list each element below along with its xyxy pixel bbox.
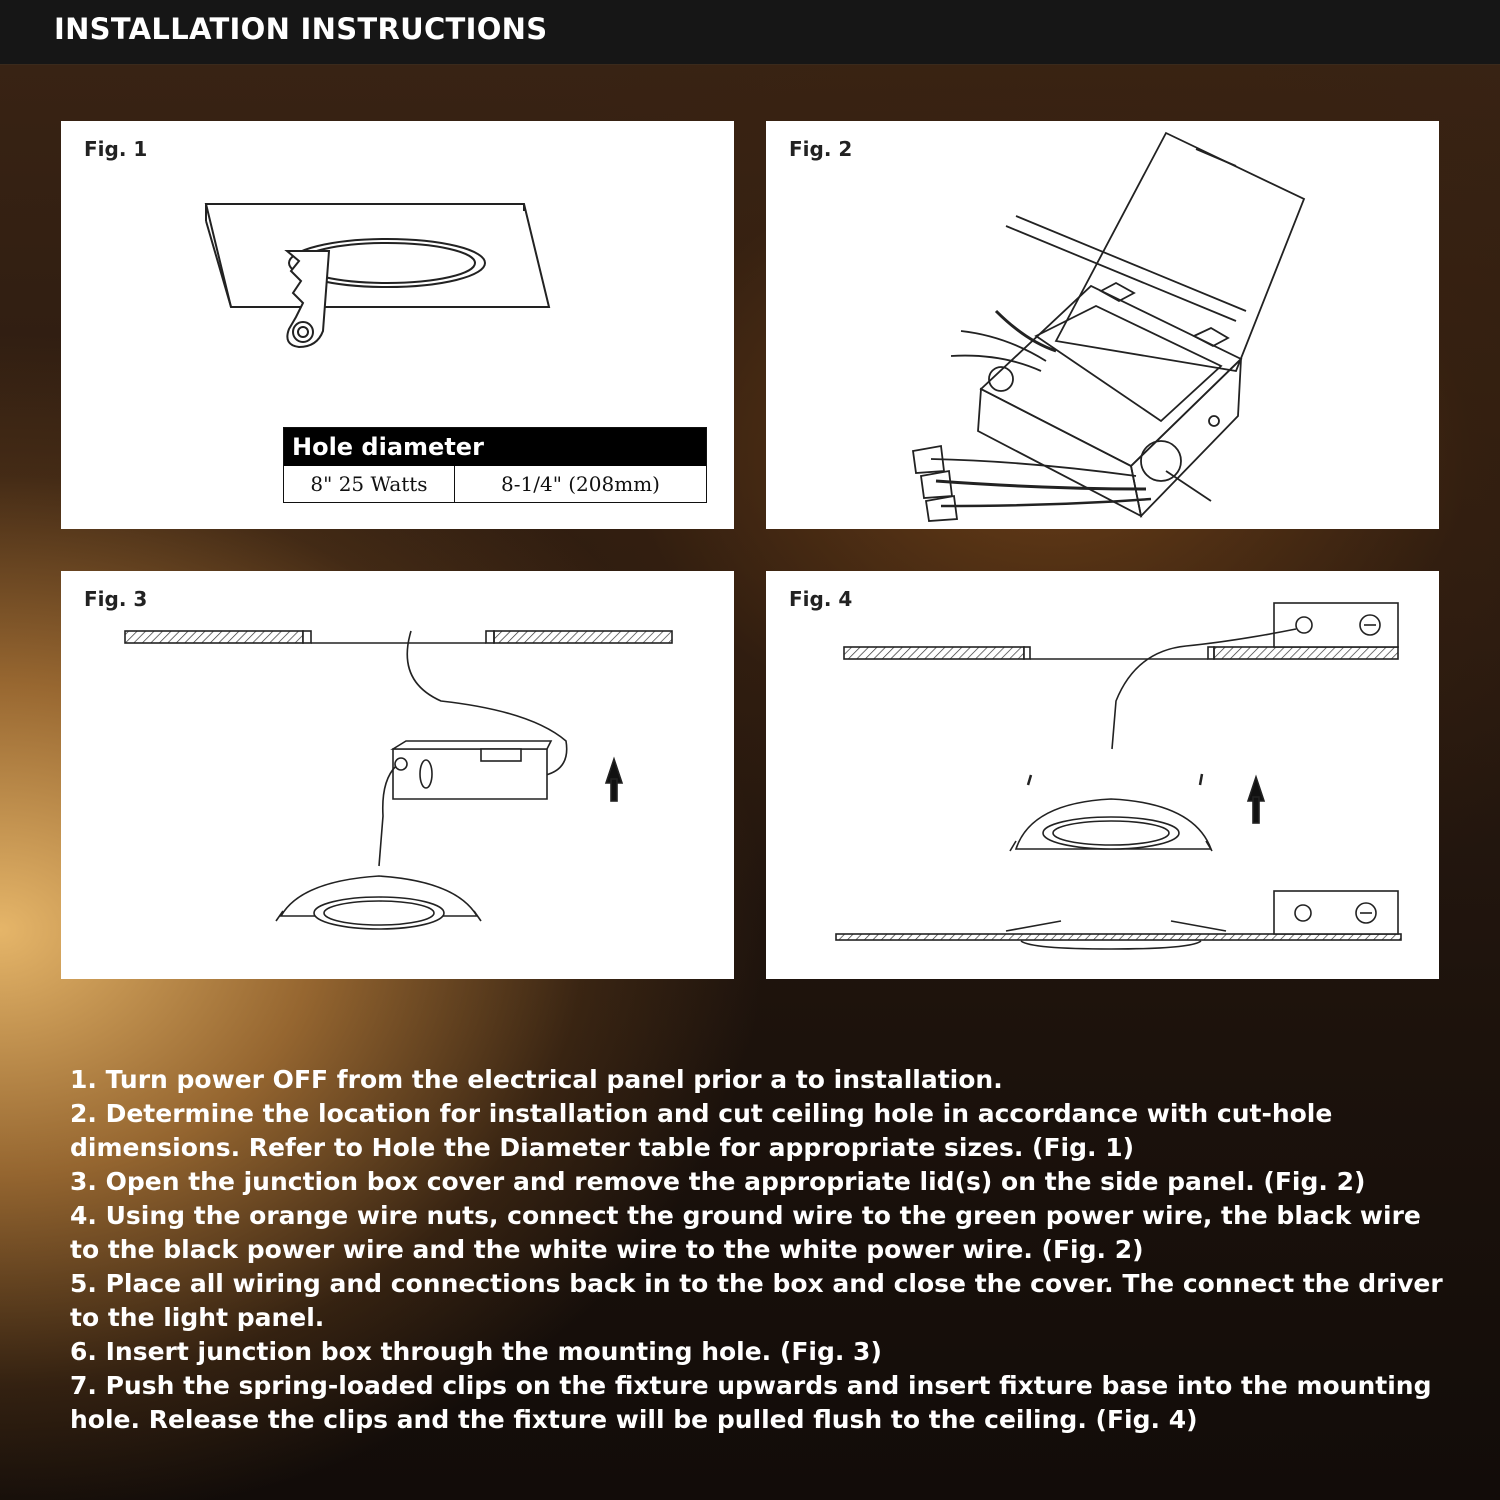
junction-box-insert-illustration [61,571,734,979]
hole-diameter-table [283,427,707,503]
figure-3-label: Fig. 3 [84,587,148,611]
figure-3-panel [61,571,734,979]
instruction-step: 4. Using the orange wire nuts, connect the ground wire to the green power wire, the black wire to the black power wire and the white wire to the white power wire. (Fig. 2) [70,1201,1421,1264]
junction-box-wiring-illustration [766,121,1439,529]
instruction-step: 2. Determine the location for installation and cut ceiling hole in accordance with cut-hole dimensions. Refer to Hole the Diameter table for appropriate sizes. (Fig. 1) [70,1099,1333,1162]
figure-4-panel [766,571,1439,979]
fixture-size-cell: 8" 25 Watts [284,466,455,502]
instruction-step: 5. Place all wiring and connections back in to the box and close the cover. The connect the driver to the light panel. [70,1269,1443,1332]
hole-diameter-cell: 8-1/4" (208mm) [501,472,660,496]
table-row [284,466,706,502]
figure-2-label: Fig. 2 [789,137,853,161]
instruction-step: 3. Open the junction box cover and remove the appropriate lid(s) on the side panel. (Fig. 2) [70,1167,1366,1196]
figure-1-label: Fig. 1 [84,137,148,161]
instruction-step: 6. Insert junction box through the mounting hole. (Fig. 3) [70,1337,882,1366]
instruction-step: 7. Push the spring-loaded clips on the fixture upwards and insert fixture base into the mounting hole. Release the clips and the fixture will be pulled flush to the ceiling. (Fig. 4) [70,1371,1432,1434]
figure-4-label: Fig. 4 [789,587,853,611]
page-title: INSTALLATION INSTRUCTIONS [54,12,548,46]
instruction-step: 1. Turn power OFF from the electrical panel prior a to installation. [70,1065,1003,1094]
figure-1-panel [61,121,734,529]
header-bar [0,0,1500,65]
instructions-list [70,1063,1450,1437]
hole-diameter-header: Hole diameter [284,428,706,466]
figure-2-panel [766,121,1439,529]
fixture-mount-illustration [766,571,1439,979]
